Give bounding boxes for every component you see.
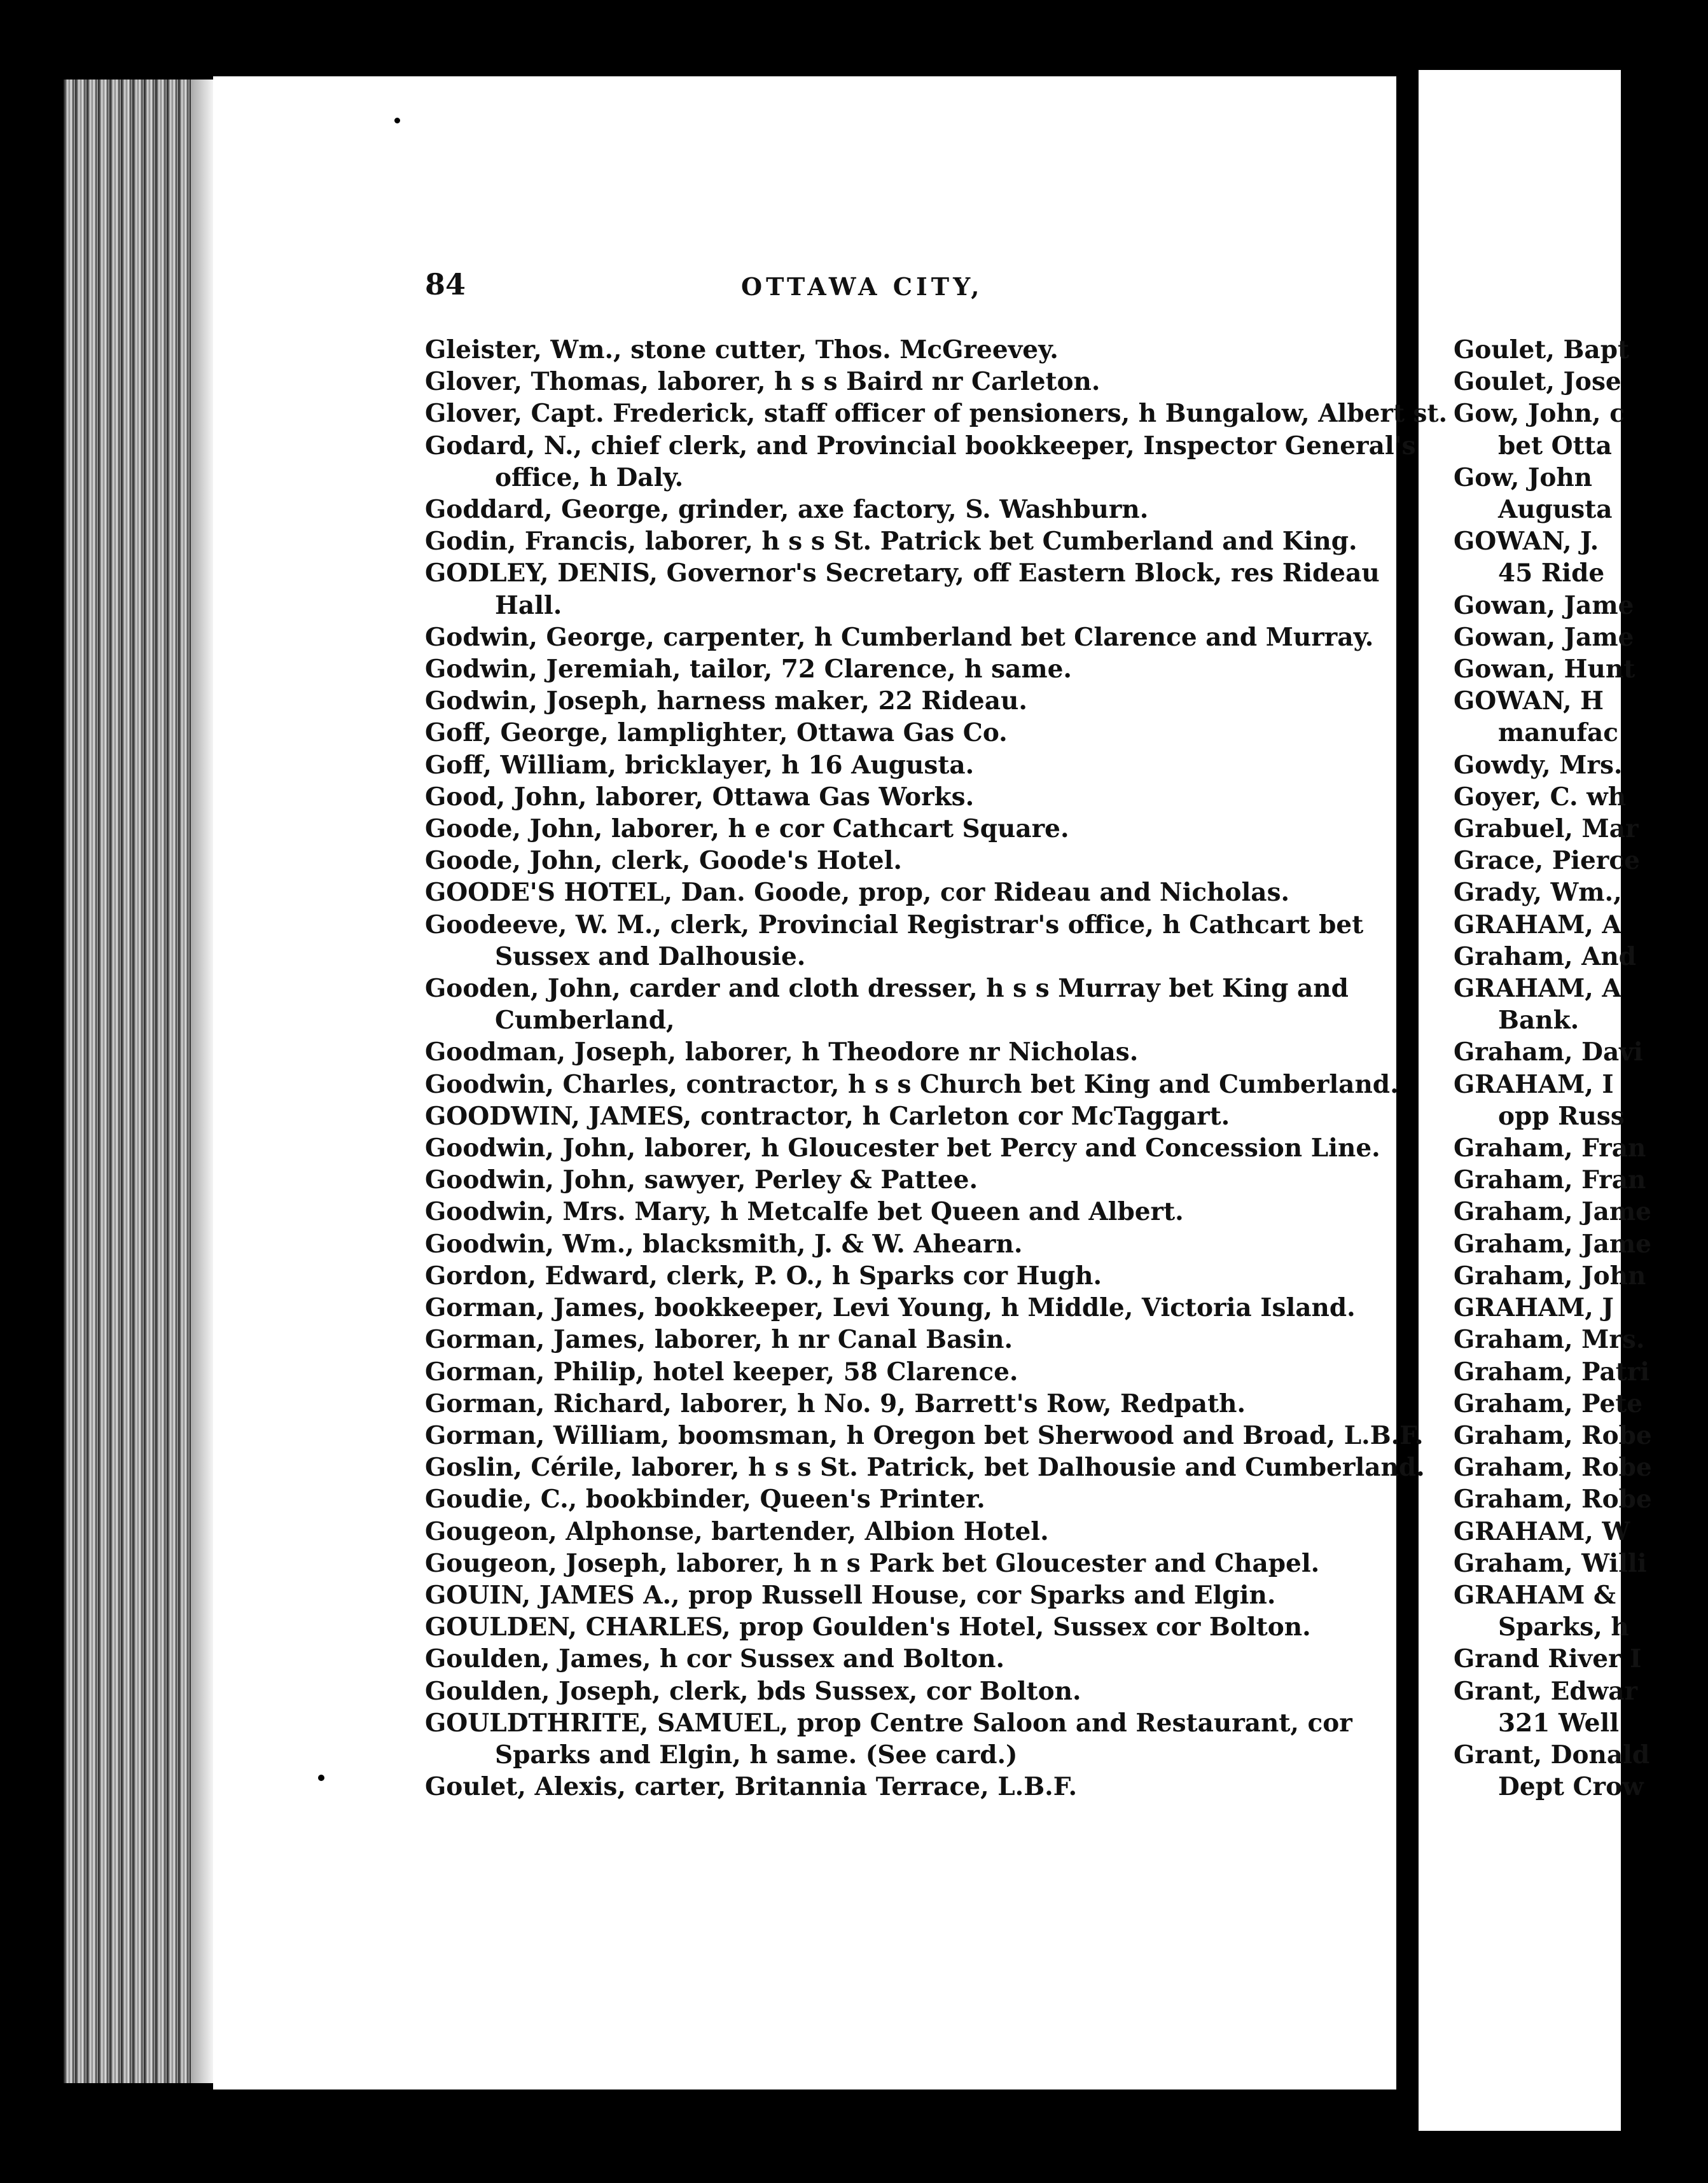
entry-text: Goff, William, bricklayer, h 16 Augusta. [425,750,975,780]
directory-entry [425,494,1379,525]
directory-entry [425,813,1379,845]
entry-continuation: Cumberland, [495,1006,675,1036]
entry-text: Goulden, James, h cor Sussex and Bolton. [425,1644,1005,1674]
entry-text: Gooden, John, carder and cloth dresser, h s s Murray bet King and [425,974,1349,1004]
entry-text: Goode, John, laborer, h e cor Cathcart Square. [425,814,1069,844]
facing-entry-fragment: Graham, Pete [1454,1389,1643,1418]
directory-entry [425,525,1379,557]
facing-entry-fragment: Graham, Robe [1454,1453,1652,1483]
entry-text: Goodman, Joseph, laborer, h Theodore nr Nicholas. [425,1037,1139,1067]
entry-text: GOULDEN, CHARLES, prop Goulden's Hotel, Sussex cor Bolton. [425,1612,1311,1642]
page-number: 84 [425,267,466,301]
directory-entry [425,1611,1379,1643]
entry-text: Goodwin, Mrs. Mary, h Metcalfe bet Queen and Albert. [425,1197,1184,1227]
directory-entry [425,717,1379,749]
entry-text: Gorman, Richard, laborer, h No. 9, Barrett's Row, Redpath. [425,1389,1246,1418]
entry-text: Gorman, James, bookkeeper, Levi Young, h Middle, Victoria Island. [425,1293,1356,1323]
directory-entry [425,430,1416,494]
directory-entry [425,621,1379,653]
facing-entry-fragment: GRAHAM, I [1454,1069,1614,1099]
entry-text: GOODWIN, JAMES, contractor, h Carleton cor McTaggart. [425,1101,1230,1131]
entry-text: Gorman, William, boomsman, h Oregon bet Sherwood and Broad, L.B.F. [425,1420,1424,1450]
facing-entry-fragment: GRAHAM, A [1454,974,1621,1004]
entry-text: Godwin, George, carpenter, h Cumberland bet Clarence and Murray. [425,622,1374,652]
directory-entry [425,845,1379,877]
facing-entry-fragment: GRAHAM, W [1454,1516,1630,1546]
facing-entry-fragment: Grace, Pierce [1454,846,1640,876]
directory-entry [425,1356,1379,1388]
entry-text: Godard, N., chief clerk, and Provincial bookkeeper, Inspector General's [425,431,1416,461]
ink-speck [318,1775,324,1781]
facing-entry-fragment: Goulet, Bapt [1454,335,1629,364]
entry-text: Gorman, Philip, hotel keeper, 58 Clarence. [425,1357,1018,1387]
directory-entry [425,1196,1379,1228]
facing-entry-fragment: Gow, John [1454,462,1593,492]
ink-speck [394,118,400,123]
entry-text: GOODE'S HOTEL, Dan. Goode, prop, cor Rideau and Nicholas. [425,878,1290,908]
entry-text: Goodwin, John, sawyer, Perley & Pattee. [425,1165,978,1195]
entry-text: Goulden, Joseph, clerk, bds Sussex, cor Bolton. [425,1676,1081,1706]
entry-continuation: office, h Daly. [495,462,684,492]
directory-entry [425,1771,1379,1803]
facing-entry-fragment: GRAHAM & [1454,1580,1616,1610]
directory-entry [425,1164,1379,1196]
directory-entry [425,398,1448,429]
facing-entry-fragment: Graham, Mrs. [1454,1325,1645,1355]
facing-entry-fragment: Graham, Willi [1454,1548,1647,1578]
directory-entry [425,1069,1399,1100]
directory-entry [425,877,1379,908]
facing-entry-fragment: Gowan, Jame [1454,590,1634,620]
entry-text: Good, John, laborer, Ottawa Gas Works. [425,782,975,812]
directory-entry [425,685,1379,717]
entry-text: Glover, Thomas, laborer, h s s Baird nr Carleton. [425,367,1100,397]
entry-text: Goodwin, Wm., blacksmith, J. & W. Ahearn. [425,1229,1023,1259]
facing-entry-fragment: Graham, Robe [1454,1420,1652,1450]
directory-entry [425,909,1379,973]
directory-entry [425,1292,1379,1324]
facing-entry-fragment: 45 Ride [1498,558,1605,588]
page-edge-fade [191,80,216,2083]
facing-entry-fragment: Grant, Donald [1454,1740,1650,1770]
facing-entry-fragment: Graham, Davi [1454,1037,1643,1067]
entry-text: Glover, Capt. Frederick, staff officer of pensioners, h Bungalow, Albert st. [425,399,1448,429]
entry-text: Goudie, C., bookbinder, Queen's Printer. [425,1485,985,1514]
directory-entry [425,334,1379,366]
directory-entry [425,1579,1379,1611]
directory-entry [425,781,1379,813]
facing-entry-fragment: Gow, John, c [1454,399,1625,429]
entry-text: Goulet, Alexis, carter, Britannia Terrace, L.B.F. [425,1772,1078,1802]
facing-page [1419,70,1652,2131]
facing-entry-fragment: 321 Well [1498,1708,1620,1738]
entry-text: Godwin, Jeremiah, tailor, 72 Clarence, h same. [425,655,1072,684]
entry-text: Gougeon, Joseph, laborer, h n s Park bet Gloucester and Chapel. [425,1548,1320,1578]
facing-entry-fragment: Bank. [1498,1006,1580,1036]
directory-entry [425,653,1379,685]
directory-entries [425,334,1448,1803]
entry-text: GODLEY, DENIS, Governor's Secretary, off Eastern Block, res Rideau [425,558,1380,588]
facing-entry-fragment: Augusta [1498,495,1613,525]
directory-entry [425,1324,1379,1355]
facing-entry-fragment: Dept Crow [1498,1772,1644,1802]
facing-entry-fragment: Grabuel, Mar [1454,814,1639,844]
directory-entry [425,1100,1379,1132]
facing-entry-fragment: Grand River I [1454,1644,1642,1674]
entry-continuation: Sussex and Dalhousie. [495,941,806,971]
directory-entry [425,1228,1379,1260]
directory-entry [425,1675,1379,1707]
directory-entry [425,1707,1379,1771]
directory-entry [425,1452,1425,1483]
directory-entry [425,1036,1379,1068]
facing-entry-fragment: manufac [1498,718,1619,748]
facing-page-entries [1454,334,1708,1803]
facing-entry-fragment: Graham, Fran [1454,1165,1646,1195]
facing-entry-fragment: opp Russ [1498,1101,1625,1131]
facing-entry-fragment: Gowan, Hunt [1454,655,1635,684]
directory-entry [425,1132,1379,1164]
facing-entry-fragment: Goulet, Jose [1454,367,1621,397]
facing-entry-fragment: Graham, Fran [1454,1133,1646,1163]
facing-entry-fragment: Graham, Jame [1454,1197,1651,1227]
entry-text: Goodwin, Charles, contractor, h s s Church bet King and Cumberland. [425,1069,1399,1099]
facing-entry-fragment: Graham, Robe [1454,1485,1652,1514]
facing-entry-fragment: Graham, Patri [1454,1357,1650,1387]
entry-text: Goodwin, John, laborer, h Gloucester bet Percy and Concession Line. [425,1133,1380,1163]
directory-entry [425,1643,1379,1675]
entry-text: Goff, George, lamplighter, Ottawa Gas Co. [425,718,1008,748]
entry-continuation: Hall. [495,590,562,620]
directory-entry [425,557,1379,621]
entry-text: GOUIN, JAMES A., prop Russell House, cor Sparks and Elgin. [425,1580,1276,1610]
entry-text: GOULDTHRITE, SAMUEL, prop Centre Saloon and Restaurant, cor [425,1708,1352,1738]
entry-text: Gougeon, Alphonse, bartender, Albion Hotel. [425,1516,1049,1546]
entry-continuation: Sparks and Elgin, h same. (See card.) [495,1740,1018,1770]
directory-entry [425,1483,1379,1515]
entry-text: Godin, Francis, laborer, h s s St. Patrick bet Cumberland and King. [425,527,1357,557]
facing-entry-fragment: Gowdy, Mrs. [1454,750,1623,780]
entry-text: Goddard, George, grinder, axe factory, S. Washburn. [425,495,1149,525]
directory-entry [425,1548,1379,1579]
entry-text: Gordon, Edward, clerk, P. O., h Sparks cor Hugh. [425,1261,1102,1291]
directory-entry [425,1260,1379,1292]
facing-entry-fragment: Grant, Edwar [1454,1676,1638,1706]
directory-entry [425,1388,1379,1420]
entry-text: Goodeeve, W. M., clerk, Provincial Registrar's office, h Cathcart bet [425,910,1364,939]
directory-entry [425,1516,1379,1548]
entry-text: Goode, John, clerk, Goode's Hotel. [425,846,902,876]
entry-text: Gleister, Wm., stone cutter, Thos. McGreevey. [425,335,1059,364]
facing-entry-fragment: Goyer, C. wh [1454,782,1627,812]
facing-entry-fragment: Gowan, Jame [1454,622,1634,652]
facing-entry-fragment: Graham, Jame [1454,1229,1651,1259]
directory-entry [425,1420,1424,1452]
entry-text: Godwin, Joseph, harness maker, 22 Rideau. [425,686,1027,716]
facing-entry-fragment: Grady, Wm., [1454,878,1622,908]
page-edge-stack [64,80,210,2083]
facing-entry-fragment: Graham, And [1454,941,1637,971]
facing-entry-fragment: GOWAN, H [1454,686,1604,716]
entry-text: Goslin, Cérile, laborer, h s s St. Patrick, bet Dalhousie and Cumberland. [425,1453,1425,1483]
directory-entry [425,973,1379,1036]
facing-entry-fragment: Sparks, h [1498,1612,1629,1642]
page-header [213,267,1396,305]
directory-entry [425,366,1379,398]
facing-entry-fragment: Graham, John [1454,1261,1646,1291]
entry-text: Gorman, James, laborer, h nr Canal Basin. [425,1325,1013,1355]
facing-entry-fragment: GOWAN, J. [1454,527,1599,557]
facing-entry-fragment: GRAHAM, J [1454,1293,1614,1323]
running-head: OTTAWA CITY, [741,272,983,301]
facing-entry-fragment: bet Otta [1498,431,1612,461]
book-gutter [1396,64,1419,2131]
facing-entry-fragment: GRAHAM, A [1454,910,1621,939]
directory-entry [425,749,1379,781]
